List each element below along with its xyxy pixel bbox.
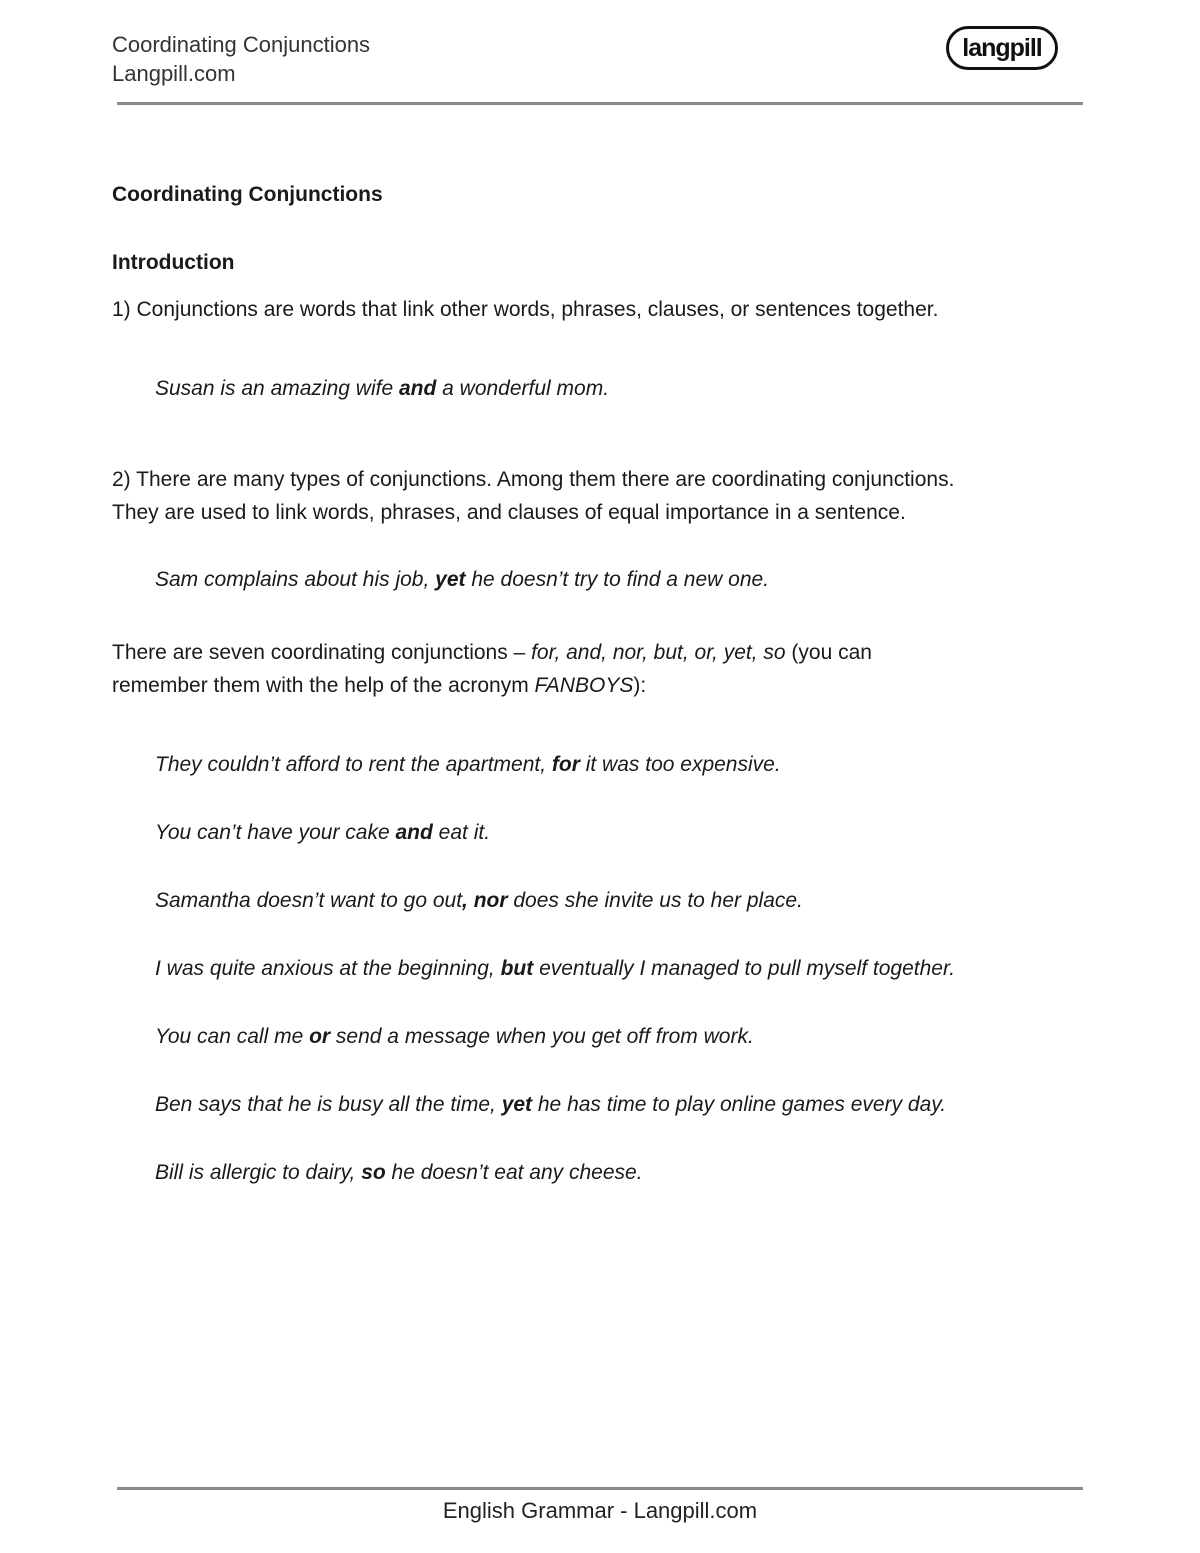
- header-title: Coordinating Conjunctions: [112, 32, 371, 57]
- example-sentence: Bill is allergic to dairy, so he doesn’t eat any cheese.: [155, 1161, 643, 1184]
- page-header: [112, 30, 370, 88]
- acronym: FANBOYS: [534, 674, 634, 697]
- example-sentence: You can’t have your cake and eat it.: [155, 821, 491, 844]
- document-body: [112, 178, 1072, 1189]
- example-sentence: They couldn’t afford to rent the apartment, for it was too expensive.: [155, 753, 781, 776]
- example-sentence: I was quite anxious at the beginning, but eventually I managed to pull myself together.: [155, 957, 956, 980]
- example-sentence: Samantha doesn’t want to go out, nor does she invite us to her place.: [155, 889, 803, 912]
- conjunction-highlight: yet: [435, 568, 466, 591]
- example-sentence: You can call me or send a message when you get off from work.: [155, 1025, 754, 1048]
- header-site: Langpill.com: [112, 61, 236, 86]
- example-sentence: Sam complains about his job, yet he doesn’t try to find a new one.: [155, 568, 770, 591]
- header-divider: [117, 102, 1083, 105]
- document-title: Coordinating Conjunctions: [112, 183, 383, 206]
- conjunction-highlight: or: [309, 1025, 331, 1048]
- section-heading: Introduction: [112, 251, 235, 274]
- point-1: 1) Conjunctions are words that link other words, phrases, clauses, or sentences together.: [112, 298, 939, 321]
- conjunction-highlight: and: [395, 821, 433, 844]
- conjunction-highlight: but: [500, 957, 534, 980]
- conjunction-list: for, and, nor, but, or, yet, so: [531, 641, 786, 664]
- example-sentence: Susan is an amazing wife and a wonderful mom.: [155, 377, 610, 400]
- conjunction-highlight: so: [361, 1161, 386, 1184]
- point-2: 2) There are many types of conjunctions. Among them there are coordinating conjunctions. They are used to link words, phrases, and clauses of equal importance in a sentence.: [112, 468, 955, 524]
- conjunction-highlight: yet: [501, 1093, 533, 1116]
- page-footer: English Grammar - Langpill.com: [442, 1498, 758, 1523]
- conjunction-highlight: , nor: [462, 889, 508, 912]
- example-sentence: Ben says that he is busy all the time, yet he has time to play online games every day.: [155, 1093, 947, 1116]
- examples-list: [112, 748, 1072, 1189]
- conjunction-highlight: and: [398, 377, 437, 400]
- langpill-logo: langpill: [946, 26, 1058, 70]
- conjunction-highlight: for: [551, 753, 580, 776]
- seven-conjunctions-intro: There are seven coordinating conjunctions – for, and, nor, but, or, yet, so (you can remember them with the help of the acronym FANBOYS):: [112, 641, 872, 697]
- footer-divider: [117, 1487, 1083, 1490]
